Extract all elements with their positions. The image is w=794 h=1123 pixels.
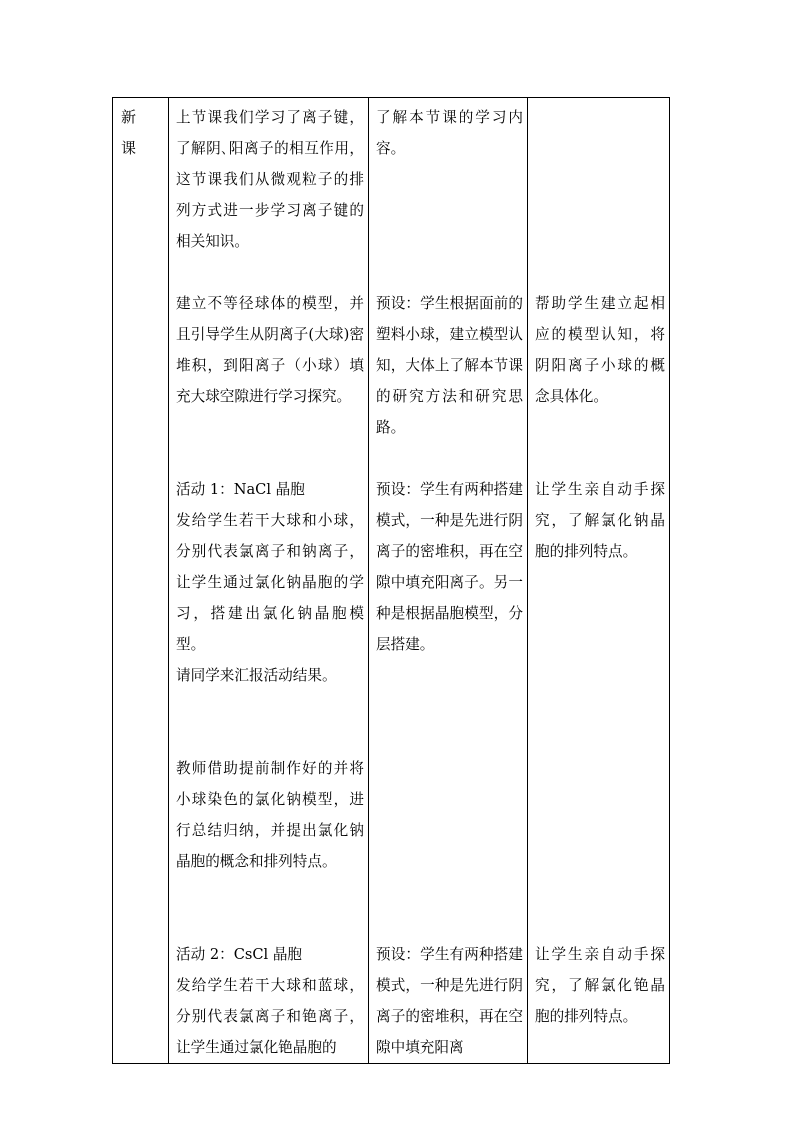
teacher-model-block (176, 288, 364, 443)
stage-cell (113, 98, 169, 1064)
student-activity1-text: 预设：学生有两种搭建模式，一种是先进行阴离子的密堆积，再在空隙中填充阳离子。另一种是根据晶胞模型，分层搭建。 (376, 481, 523, 653)
table-row (113, 98, 670, 1064)
student-activity2-block (376, 939, 523, 1063)
teacher-activity1-block (176, 474, 364, 722)
teacher-activity2-block (176, 939, 364, 1063)
teacher-intro-block (176, 102, 364, 257)
student-model-block (376, 288, 523, 443)
student-activity2-text: 预设：学生有两种搭建模式，一种是先进行阴离子的密堆积，再在空隙中填充阳离 (376, 946, 523, 1056)
intent-activity2-text: 让学生亲自动手探究，了解氯化铯晶胞的排列特点。 (535, 946, 665, 1025)
teacher-intro-text: 上节课我们学习了离子键，了解阴､阳离子的相互作用，这节课我们从微观粒子的排列方式进一步学习离子键的相关知识。 (176, 109, 364, 250)
activity1-title: 活动 1：NaCl 晶胞 (176, 481, 305, 498)
intent-activity1-block (535, 474, 665, 908)
intent-model-block (535, 288, 665, 443)
stage-label: 新课 (121, 108, 137, 157)
teacher-model-text: 建立不等径球体的模型，并且引导学生从阴离子(大球)密堆积，到阳离子（小球）填充大球空隙进行学习探究。 (176, 295, 364, 405)
intent-model-text: 帮助学生建立起相应的模型认知，将阴阳离子小球的概念具体化。 (535, 295, 665, 405)
intent-activity1-text: 让学生亲自动手探究，了解氯化钠晶胞的排列特点。 (535, 481, 665, 560)
activity2-body: 发给学生若干大球和蓝球，分别代表氯离子和铯离子，让学生通过氯化铯晶胞的 (176, 977, 364, 1056)
activity1-body: 发给学生若干大球和小球，分别代表氯离子和钠离子，让学生通过氯化钠晶胞的学习，搭建出氯化钠晶胞模型。 (176, 512, 364, 653)
student-intro-text: 了解本节课的学习内容。 (376, 109, 523, 157)
student-model-text: 预设：学生根据面前的塑料小球，建立模型认知，大体上了解本节课的研究方法和研究思路。 (376, 295, 523, 436)
intent-empty-block (535, 102, 665, 257)
intent-activity2-block (535, 939, 665, 1032)
teacher-summary-block (176, 753, 364, 908)
activity2-title: 活动 2：CsCl 晶胞 (176, 946, 303, 963)
teacher-activity-cell (169, 98, 369, 1064)
lesson-plan-table (112, 97, 670, 1064)
student-activity-cell (369, 98, 528, 1064)
student-activity1-block (376, 474, 523, 908)
design-intent-cell (528, 98, 670, 1064)
activity1-report: 请同学来汇报活动结果。 (176, 667, 337, 684)
teacher-summary-text: 教师借助提前制作好的并将小球染色的氯化钠模型，进行总结归纳，并提出氯化钠晶胞的概念和排列特点。 (176, 760, 364, 870)
student-intro-block (376, 102, 523, 257)
